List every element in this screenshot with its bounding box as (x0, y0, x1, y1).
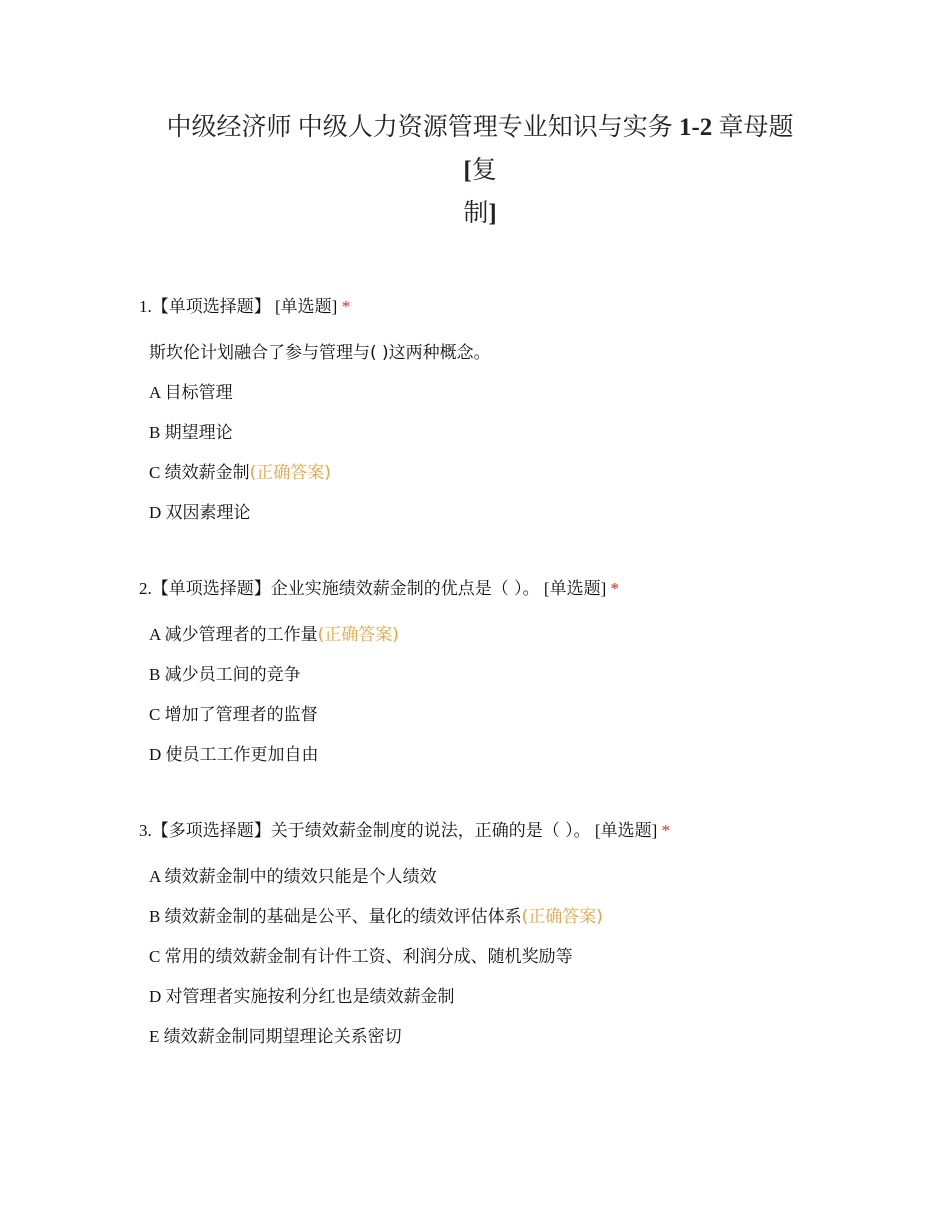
option-b[interactable] (149, 905, 899, 929)
question-type-label: [单选题] (275, 297, 338, 316)
question-prompt: 【多项选择题】关于绩效薪金制度的说法，正确的是（ ）。 (151, 821, 591, 841)
title-text-suffix: 章母题 (712, 114, 794, 141)
option-d[interactable] (149, 743, 899, 767)
title-copy-word-b: 制 (463, 200, 489, 227)
correct-answer-mark: (正确答案) (521, 907, 603, 927)
option-b[interactable] (149, 421, 899, 445)
option-a[interactable] (149, 381, 899, 405)
option-text: 绩效薪金制同期望理论关系密切 (163, 1027, 402, 1047)
required-asterisk: * (610, 579, 619, 598)
option-letter: A (149, 383, 161, 402)
option-text: 绩效薪金制 (164, 463, 250, 483)
question-header (139, 819, 899, 843)
option-text: 绩效薪金制的基础是公平、量化的绩效评估体系 (164, 907, 522, 927)
title-bracket-open: [ (463, 157, 472, 184)
title-bracket-close: ] (488, 200, 497, 227)
option-text: 常用的绩效薪金制有计件工资、利润分成、随机奖励等 (164, 947, 573, 967)
question-number: 1. (139, 297, 152, 316)
question-prompt: 【单项选择题】 (151, 297, 271, 317)
option-text: 减少管理者的工作量 (164, 625, 318, 645)
option-text: 双因素理论 (165, 503, 251, 523)
option-d[interactable] (149, 501, 899, 525)
question-2 (139, 577, 899, 767)
question-header (139, 295, 899, 319)
option-c[interactable] (149, 945, 899, 969)
question-prompt: 【单项选择题】企业实施绩效薪金制的优点是（ ）。 (151, 579, 540, 599)
option-letter: B (149, 665, 161, 684)
title-copy-word-a: 复 (471, 157, 497, 184)
option-a[interactable] (149, 623, 899, 647)
question-type-label: [单选题] (594, 821, 658, 840)
option-d[interactable] (149, 985, 899, 1009)
option-c[interactable] (149, 703, 899, 727)
option-letter: B (149, 423, 161, 442)
option-c[interactable] (149, 461, 899, 485)
title-chapter-range: 1-2 (678, 114, 713, 141)
option-text: 目标管理 (164, 383, 233, 403)
option-text: 期望理论 (164, 423, 233, 443)
question-stem: 斯坎伦计划融合了参与管理与( )这两种概念。 (149, 343, 491, 363)
option-letter: E (149, 1027, 160, 1046)
option-letter: D (149, 745, 162, 764)
option-letter: C (149, 463, 161, 482)
question-type-label: [单选题] (543, 579, 607, 598)
option-letter: A (149, 867, 161, 886)
option-letter: C (149, 705, 161, 724)
option-text: 使员工工作更加自由 (165, 745, 319, 765)
correct-answer-mark: (正确答案) (249, 463, 331, 483)
required-asterisk: * (661, 821, 670, 840)
option-letter: D (149, 503, 162, 522)
option-text: 减少员工间的竞争 (164, 665, 301, 685)
correct-answer-mark: (正确答案) (317, 625, 399, 645)
document-title (150, 106, 810, 235)
question-number: 2. (139, 579, 152, 598)
option-letter: D (149, 987, 162, 1006)
option-letter: C (149, 947, 161, 966)
title-text: 中级经济师 中级人力资源管理专业知识与实务 (166, 114, 679, 141)
question-3 (139, 819, 899, 1049)
question-number: 3. (139, 821, 152, 840)
option-text: 对管理者实施按利分红也是绩效薪金制 (165, 987, 455, 1007)
option-text: 增加了管理者的监督 (164, 705, 318, 725)
option-e[interactable] (149, 1025, 899, 1049)
option-b[interactable] (149, 663, 899, 687)
question-header (139, 577, 899, 601)
option-letter: B (149, 907, 161, 926)
question-1 (139, 295, 899, 525)
option-letter: A (149, 625, 161, 644)
required-asterisk: * (341, 297, 351, 316)
option-text: 绩效薪金制中的绩效只能是个人绩效 (164, 867, 437, 887)
option-a[interactable] (149, 865, 899, 889)
